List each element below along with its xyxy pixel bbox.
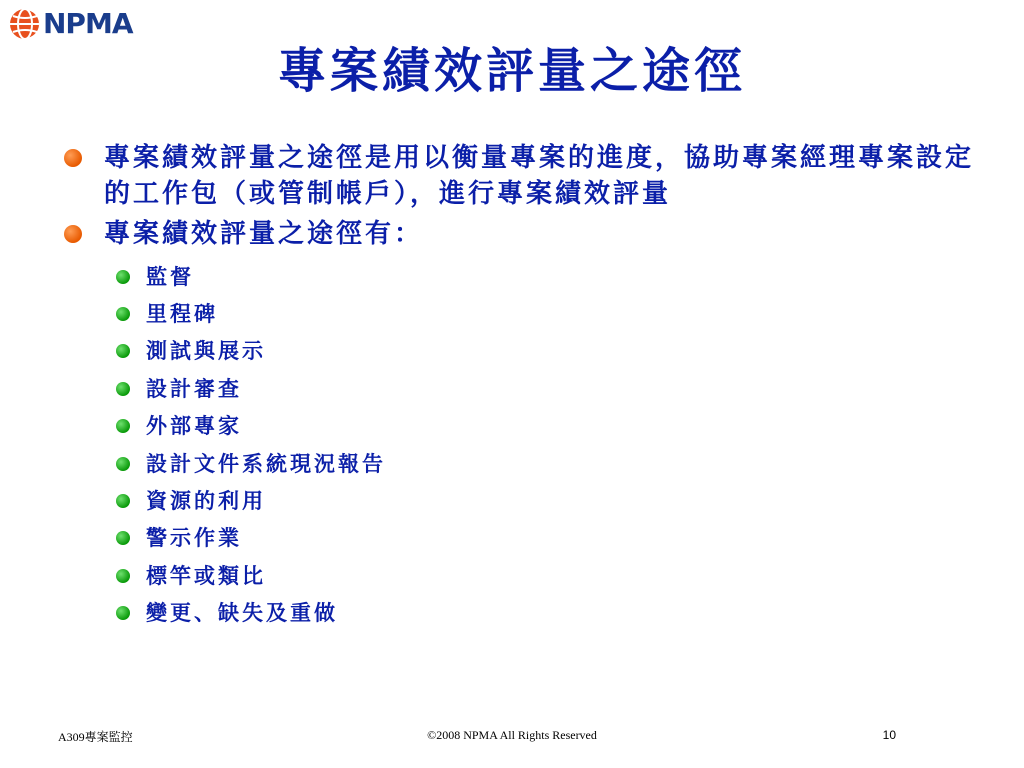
sub-bullet-list: [116, 258, 984, 632]
green-bullet-icon: [116, 531, 130, 545]
footer-page-number: 10: [882, 728, 896, 742]
slide-title: 專案績效評量之途徑: [277, 43, 746, 99]
green-bullet-icon: [116, 457, 130, 471]
green-bullet-icon: [116, 606, 130, 620]
sub-bullet-text: 設計審查: [146, 375, 242, 401]
sub-bullet-item: [116, 258, 984, 295]
bullet-text: 專案績效評量之途徑有：: [104, 219, 424, 249]
green-bullet-icon: [116, 419, 130, 433]
bullet-item: [64, 140, 984, 212]
sub-bullet-text: 監督: [146, 263, 194, 289]
logo-text: NPMA: [43, 7, 133, 40]
orange-bullet-icon: [64, 225, 82, 243]
footer-course-code: A309專案監控: [58, 730, 133, 744]
sub-bullet-item: [116, 295, 984, 332]
sub-bullet-item: [116, 445, 984, 482]
green-bullet-icon: [116, 382, 130, 396]
sub-bullet-item: [116, 370, 984, 407]
slide-content: [64, 140, 984, 632]
sub-bullet-text: 設計文件系統現況報告: [146, 450, 386, 476]
sub-bullet-item: [116, 520, 984, 557]
footer-copyright: ©2008 NPMA All Rights Reserved: [427, 728, 597, 742]
green-bullet-icon: [116, 344, 130, 358]
sub-bullet-text: 外部專家: [146, 413, 242, 439]
bullet-text: 專案績效評量之途徑是用以衡量專案的進度，協助專案經理專案設定的工作包（或管制帳戶），進行專案績效評量: [104, 143, 975, 209]
sub-bullet-item: [116, 595, 984, 632]
sub-bullet-item: [116, 482, 984, 519]
sub-bullet-text: 資源的利用: [146, 488, 266, 514]
sub-bullet-text: 測試與展示: [146, 338, 266, 364]
green-bullet-icon: [116, 307, 130, 321]
sub-bullet-text: 里程碑: [146, 301, 218, 327]
sub-bullet-item: [116, 557, 984, 594]
bullet-item: [64, 216, 984, 252]
green-bullet-icon: [116, 494, 130, 508]
orange-bullet-icon: [64, 149, 82, 167]
green-bullet-icon: [116, 270, 130, 284]
sub-bullet-item: [116, 408, 984, 445]
sub-bullet-text: 變更、缺失及重做: [146, 600, 338, 626]
sub-bullet-text: 警示作業: [146, 525, 242, 551]
green-bullet-icon: [116, 569, 130, 583]
sub-bullet-item: [116, 333, 984, 370]
sub-bullet-text: 標竿或類比: [146, 562, 266, 588]
